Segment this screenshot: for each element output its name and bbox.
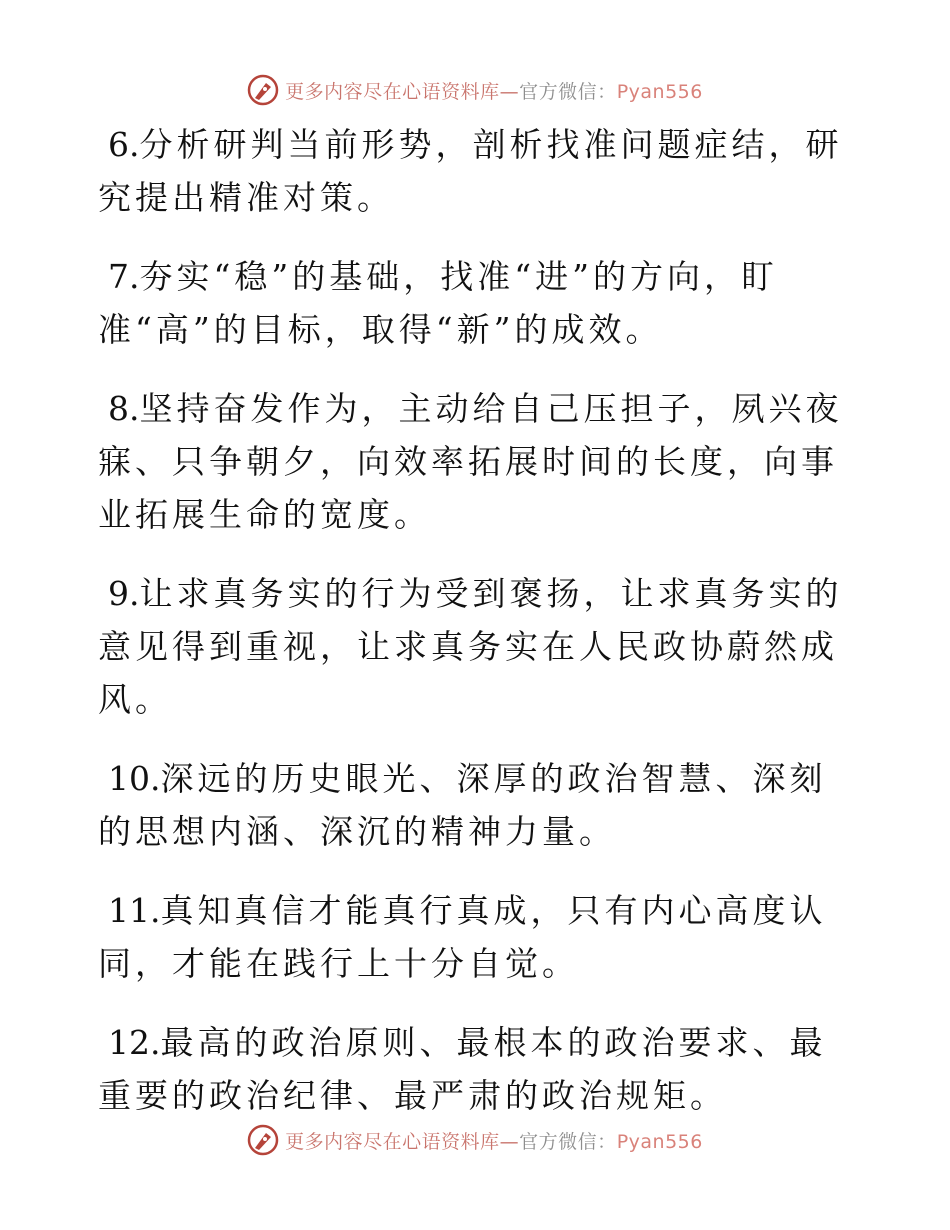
list-item xyxy=(98,567,858,726)
footer-banner xyxy=(0,1120,950,1160)
banner-account: Pyan556 xyxy=(616,1130,703,1153)
banner-official-label: 官方微信： xyxy=(519,80,617,103)
banner-library-name: 更多内容尽在心语资料库 xyxy=(285,80,500,103)
banner-text xyxy=(285,77,703,104)
list-item xyxy=(98,752,858,858)
item-text: 最高的政治原则、最根本的政治要求、最重要的政治纪律、最严肃的政治规矩。 xyxy=(98,1023,827,1115)
item-text: 坚持奋发作为，主动给自己压担子，夙兴夜寐、只争朝夕，向效率拓展时间的长度，向事业拓展生命的宽度。 xyxy=(98,389,843,534)
item-number: 11. xyxy=(108,891,161,930)
banner-library-name: 更多内容尽在心语资料库 xyxy=(285,1130,500,1153)
document-body xyxy=(98,118,858,1148)
item-text: 夯实“稳”的基础，找准“进”的方向，盯准“高”的目标，取得“新”的成效。 xyxy=(98,257,778,349)
banner-account: Pyan556 xyxy=(616,80,703,103)
item-number: 8. xyxy=(108,389,140,428)
list-item xyxy=(98,884,858,990)
item-number: 6. xyxy=(108,125,140,164)
item-text: 分析研判当前形势，剖析找准问题症结，研究提出精准对策。 xyxy=(98,125,843,217)
banner-text xyxy=(285,1127,703,1154)
item-number: 10. xyxy=(108,759,161,798)
pen-nib-logo-icon xyxy=(247,74,279,106)
item-number: 9. xyxy=(108,574,140,613)
item-number: 7. xyxy=(108,257,140,296)
list-item xyxy=(98,250,858,356)
header-banner xyxy=(0,70,950,110)
banner-dash: — xyxy=(499,80,520,103)
banner-dash: — xyxy=(499,1130,520,1153)
list-item xyxy=(98,382,858,541)
item-text: 让求真务实的行为受到褒扬，让求真务实的意见得到重视，让求真务实在人民政协蔚然成风。 xyxy=(98,574,843,719)
list-item xyxy=(98,1016,858,1122)
list-item xyxy=(98,118,858,224)
banner-official-label: 官方微信： xyxy=(519,1130,617,1153)
item-number: 12. xyxy=(108,1023,161,1062)
item-text: 真知真信才能真行真成，只有内心高度认同，才能在践行上十分自觉。 xyxy=(98,891,827,983)
pen-nib-logo-icon xyxy=(247,1124,279,1156)
item-text: 深远的历史眼光、深厚的政治智慧、深刻的思想内涵、深沉的精神力量。 xyxy=(98,759,827,851)
